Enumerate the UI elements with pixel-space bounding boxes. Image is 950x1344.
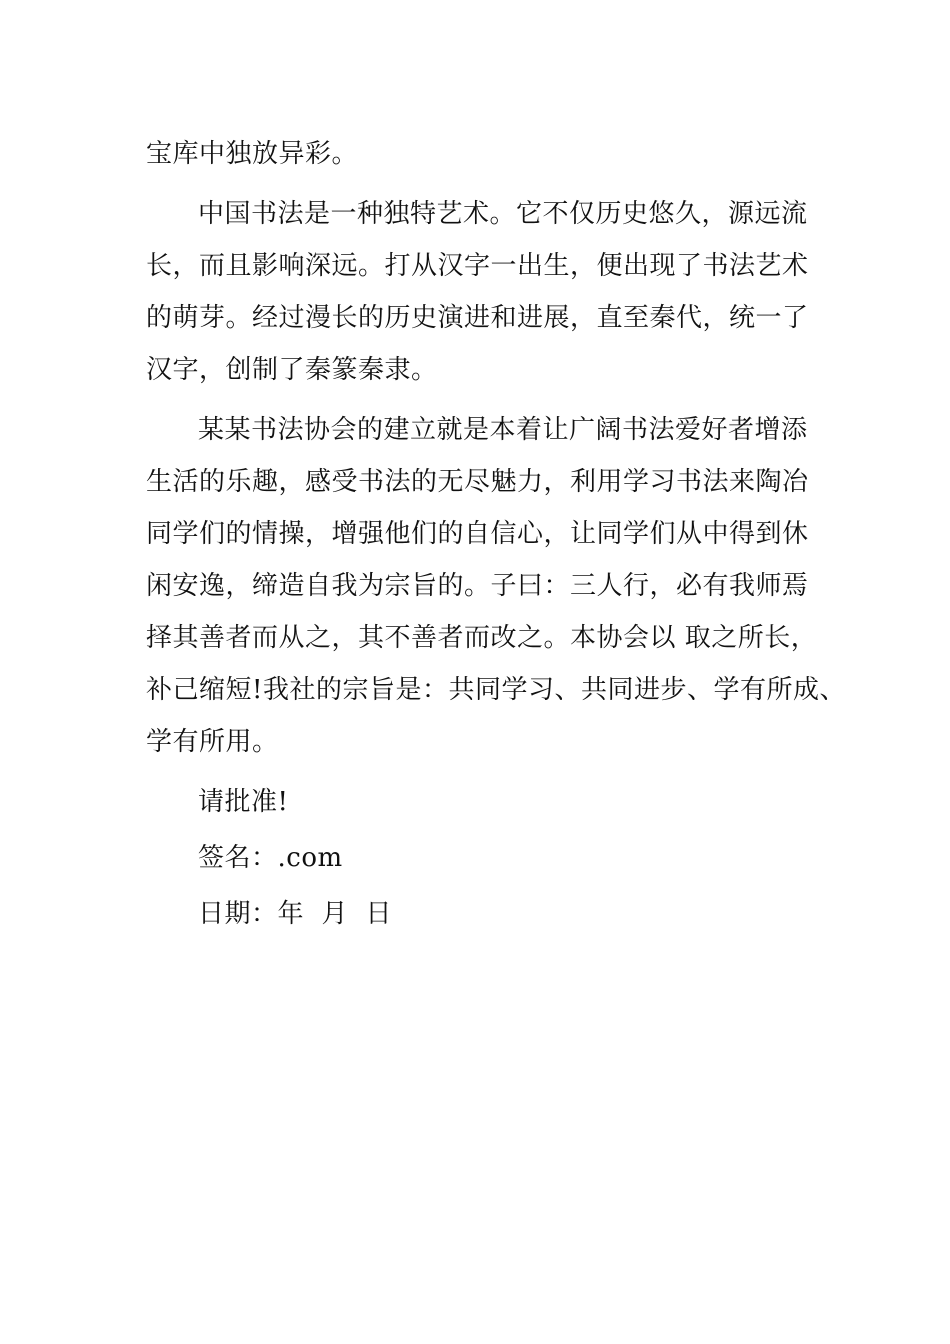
paragraph-3-line-2: 生活的乐趣，感受书法的无尽魅力，利用学习书法来陶冶 [146, 467, 809, 497]
paragraph-3-line-7: 学有所用。 [146, 727, 279, 757]
paragraph-2-line-4: 汉字，创制了秦篆秦隶。 [146, 355, 438, 385]
paragraph-2-line-2: 长，而且影响深远。打从汉字一出生，便出现了书法艺术 [146, 251, 809, 281]
document-body [146, 128, 846, 940]
paragraph-3-line-5: 择其善者而从之，其不善者而改之。本协会以 取之所长， [146, 623, 818, 653]
paragraph-2-line-1: 中国书法是一种独特艺术。它不仅历史悠久，源远流 [198, 199, 808, 229]
signature-line: 签名：.com [198, 843, 343, 873]
paragraph-2-line-3: 的萌芽。经过漫长的历史演进和进展，直至秦代，统一了 [146, 303, 809, 333]
paragraph-3-line-3: 同学们的情操，增强他们的自信心，让同学们从中得到休 [146, 519, 809, 549]
date-line: 日期：年 月 日 [198, 899, 393, 929]
paragraph-3-line-6: 补己缩短!我社的宗旨是：共同学习、共同进步、学有所成、 [146, 675, 846, 705]
paragraph-1-line-1: 宝库中独放异彩。 [146, 139, 359, 169]
paragraph-3-line-4: 闲安逸，缔造自我为宗旨的。子曰：三人行，必有我师焉 [146, 571, 809, 601]
paragraph-3-line-1: 某某书法协会的建立就是本着让广阔书法爱好者增添 [198, 415, 808, 445]
request-line: 请批准! [198, 787, 289, 817]
